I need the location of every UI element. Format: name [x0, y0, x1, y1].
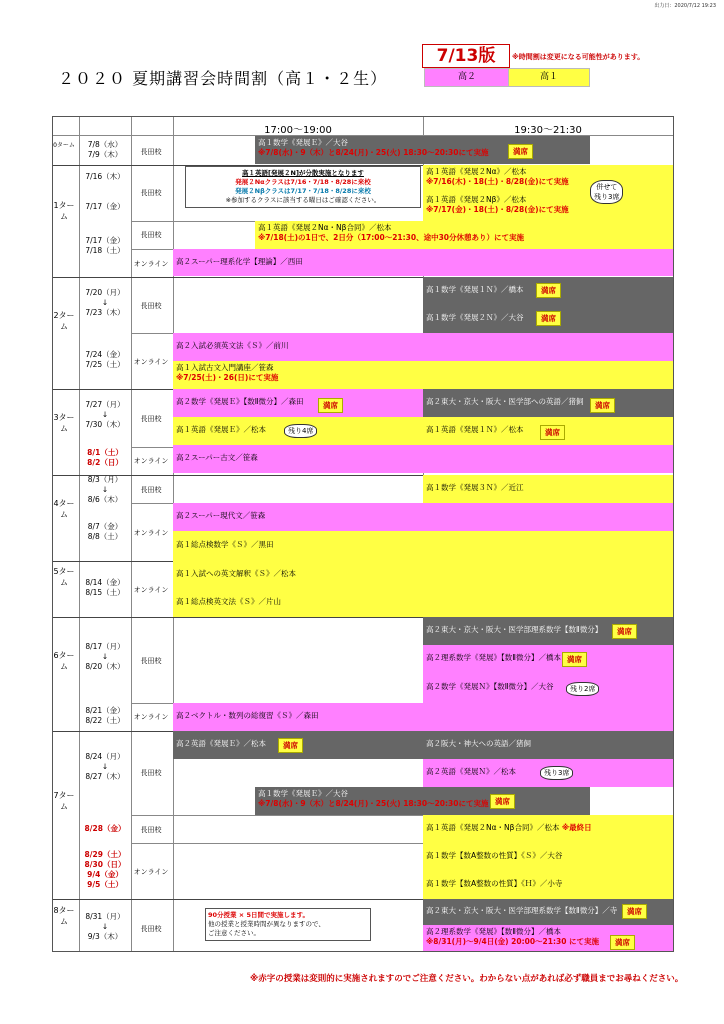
full-badge: 満席	[562, 652, 587, 667]
term-7: 7ターム	[53, 791, 75, 811]
version-note: ※時間割は変更になる可能性があります。	[512, 53, 645, 61]
date-d6a: 8/17（月） ↓ 8/20（木）	[85, 642, 125, 671]
place-nagata: 長田校	[140, 925, 162, 933]
class-cell: 高２入試必須英文法《Ｓ》／前川	[173, 333, 673, 361]
date-d1b: 7/17（金）	[85, 202, 125, 211]
class-cell: 高２スーパー古文／笹森	[173, 445, 673, 473]
full-badge: 満席	[610, 935, 635, 950]
class-cell: 高２理系数学《発展》【数Ⅱ微分】／橋本 ※8/31(月)～9/4日(金) 20:00～21:30 にて実施	[423, 925, 673, 951]
date-d6b: 8/21（金） 8/22（土）	[85, 706, 125, 725]
ninety-minute-callout: 90分授業 × 5日間で実施します。 他の授業と授業時間が異なりますので、 ご注意ください。	[205, 908, 371, 941]
legend-grade1: 高１	[508, 68, 590, 87]
place-nagata: 長田校	[140, 148, 162, 156]
place-nagata: 長田校	[140, 769, 162, 777]
class-cell: 高２東大・京大・阪大・医学部理系数学【数Ⅱ微分】／寺	[423, 899, 673, 925]
date-d4b: 8/7（金） 8/8（土）	[87, 522, 123, 541]
class-cell: 高２東大・京大・阪大・医学部への英語／猪飼	[423, 389, 673, 417]
term-1: 1ターム	[53, 201, 75, 221]
date-d2a: 7/20（月） ↓ 7/23（木）	[85, 288, 125, 317]
term-6: 6ターム	[53, 651, 75, 671]
date-d4a: 8/3（月） ↓ 8/6（木）	[87, 475, 123, 504]
place-online: オンライン	[133, 529, 169, 537]
split-callout: 高１英語[発展２N]が分散実施となります 発展２Nαクラスは7/16・7/18・8/28に来校 発展２Nβクラスは7/17・7/18・8/28に来校 ※参加するクラスに該当する曜日はご確認ください。	[185, 166, 421, 208]
class-cell: 高１数学【数A整数の性質】《Ｓ》／大谷	[423, 843, 673, 871]
date-d3b: 8/1（土） 8/2（日）	[87, 448, 123, 467]
class-cell: 高２数学《発展Ｎ》【数Ⅱ微分】／大谷	[423, 673, 673, 703]
place-online: オンライン	[133, 457, 169, 465]
date-d7a: 8/24（月） ↓ 8/27（木）	[85, 752, 125, 781]
version-label: 7/13版	[422, 44, 510, 68]
page-title: ２０２０ 夏期講習会時間割（高１・２生）	[58, 69, 388, 88]
class-cell: 高１入試古文入門講座／笹森 ※7/25(土)・26(日)にて実施	[173, 361, 673, 389]
seats-burst: 残り4席	[284, 424, 317, 438]
place-nagata: 長田校	[140, 415, 162, 423]
full-badge: 満席	[622, 904, 647, 919]
place-nagata: 長田校	[140, 231, 162, 239]
place-nagata: 長田校	[140, 189, 162, 197]
term-5: 5ターム	[53, 567, 75, 587]
class-cell: 高１数学《発展Ｅ》／大谷 ※7/8(水)・9（木）と8/24(月)・25(火) 18:30～20:30にて実施	[255, 787, 590, 815]
seats-burst: 併せて 残り3席	[590, 180, 623, 204]
place-online: オンライン	[133, 586, 169, 594]
date-d5: 8/14（金） 8/15（土）	[85, 578, 125, 597]
place-nagata: 長田校	[140, 302, 162, 310]
print-date: 出力日：2020/7/12 19:23	[654, 3, 716, 9]
class-cell: 高２ベクトル・数列の総復習《Ｓ》／森田	[173, 703, 673, 731]
class-cell: 高１英語《発展２Nα》／松本 ※7/16(木)・18(土)・8/28(金)にて実施	[423, 165, 673, 193]
full-badge: 満席	[612, 624, 637, 639]
class-cell: 高１英語《発展２Nα・Nβ合同》／松本 ※7/18(土)の1日で、2日分（17:00～21:30、途中30分休憩あり）にて実施	[255, 221, 673, 249]
class-cell: 高１数学《発展２Ｎ》／大谷	[423, 305, 673, 333]
term-2: 2ターム	[53, 311, 75, 331]
term-3: 3ターム	[53, 413, 75, 433]
date-d7c: 8/29（土） 8/30（日） 9/4（金） 9/5（土）	[84, 850, 126, 889]
place-nagata: 長田校	[140, 657, 162, 665]
date-d0: 7/8（水） 7/9（木）	[87, 140, 123, 159]
date-d8: 8/31（月） ↓ 9/3（木）	[85, 912, 125, 941]
place-nagata: 長田校	[140, 826, 162, 834]
class-cell: 高１数学《発展１Ｎ》／橋本	[423, 277, 673, 305]
full-badge: 満席	[490, 794, 515, 809]
seats-burst: 残り3席	[540, 766, 573, 780]
legend-grade2: 高２	[424, 68, 510, 87]
header-slot1: 17:00～19:00	[264, 125, 332, 136]
class-cell: 高２理系数学《発展》【数Ⅱ微分】／橋本	[423, 645, 673, 673]
class-cell: 高２スーパー現代文／笹森	[173, 503, 673, 531]
header-slot2: 19:30～21:30	[514, 125, 582, 136]
class-cell: 高２英語《発展Ｅ》／松本	[173, 731, 423, 759]
class-cell: 高２スーパー理系化学【理論】／西田	[173, 249, 673, 276]
class-cell: 高１英語《発展２Nα・Nβ合同》／松本 ※最終日	[423, 815, 673, 843]
place-online: オンライン	[133, 260, 169, 268]
full-badge: 満席	[540, 425, 565, 440]
class-cell: 高１総点検数学《Ｓ》／黒田	[173, 531, 673, 561]
class-cell: 高１入試への英文解釈《Ｓ》／松本	[173, 561, 673, 589]
class-cell: 高１英語《発展Ｅ》／松本	[173, 417, 423, 445]
class-cell: 高２阪大・神大への英語／猪飼	[423, 731, 673, 759]
date-d1c: 7/17（金） 7/18（土）	[85, 236, 125, 255]
place-online: オンライン	[133, 358, 169, 366]
class-cell: 高１英語《発展１Ｎ》／松本	[423, 417, 673, 445]
seats-burst: 残り2席	[566, 682, 599, 696]
place-online: オンライン	[133, 713, 169, 721]
term-0: 0ターム	[53, 142, 75, 149]
full-badge: 満席	[536, 283, 561, 298]
date-d2b: 7/24（金） 7/25（土）	[85, 350, 125, 369]
date-d3a: 7/27（月） ↓ 7/30（木）	[85, 400, 125, 429]
date-d1a: 7/16（木）	[85, 172, 125, 181]
class-cell: 高２東大・京大・阪大・医学部理系数学【数Ⅱ微分】	[423, 617, 673, 645]
full-badge: 満席	[318, 398, 343, 413]
class-cell: 高２英語《発展Ｎ》／松本	[423, 759, 673, 787]
term-4: 4ターム	[53, 499, 75, 519]
full-badge: 満席	[590, 398, 615, 413]
place-online: オンライン	[133, 868, 169, 876]
class-cell: 高１数学【数A整数の性質】《Ｈ》／小寺	[423, 871, 673, 899]
term-8: 8ターム	[53, 906, 75, 926]
date-d7b: 8/28（金）	[84, 824, 126, 833]
class-cell: 高１英語《発展２Nβ》／松本 ※7/17(金)・18(土)・8/28(金)にて実施	[423, 193, 673, 221]
class-cell: 高１数学《発展３Ｎ》／近江	[423, 475, 673, 503]
class-cell: 高１数学《発展Ｅ》／大谷 ※7/8(水)・9（木）と8/24(月)・25(火) 18:30～20:30にて実施	[255, 136, 590, 164]
full-badge: 満席	[536, 311, 561, 326]
full-badge: 満席	[278, 738, 303, 753]
place-nagata: 長田校	[140, 486, 162, 494]
full-badge: 満席	[508, 144, 533, 159]
class-cell: 高１総点検英文法《Ｓ》／片山	[173, 589, 673, 617]
class-cell: 高２数学《発展Ｅ》【数Ⅱ微分】／森田	[173, 389, 423, 417]
footer-note: ※赤字の授業は変則的に実施されますのでご注意ください。わからない点があれば必ず職員までお尋ねください。	[250, 974, 684, 984]
